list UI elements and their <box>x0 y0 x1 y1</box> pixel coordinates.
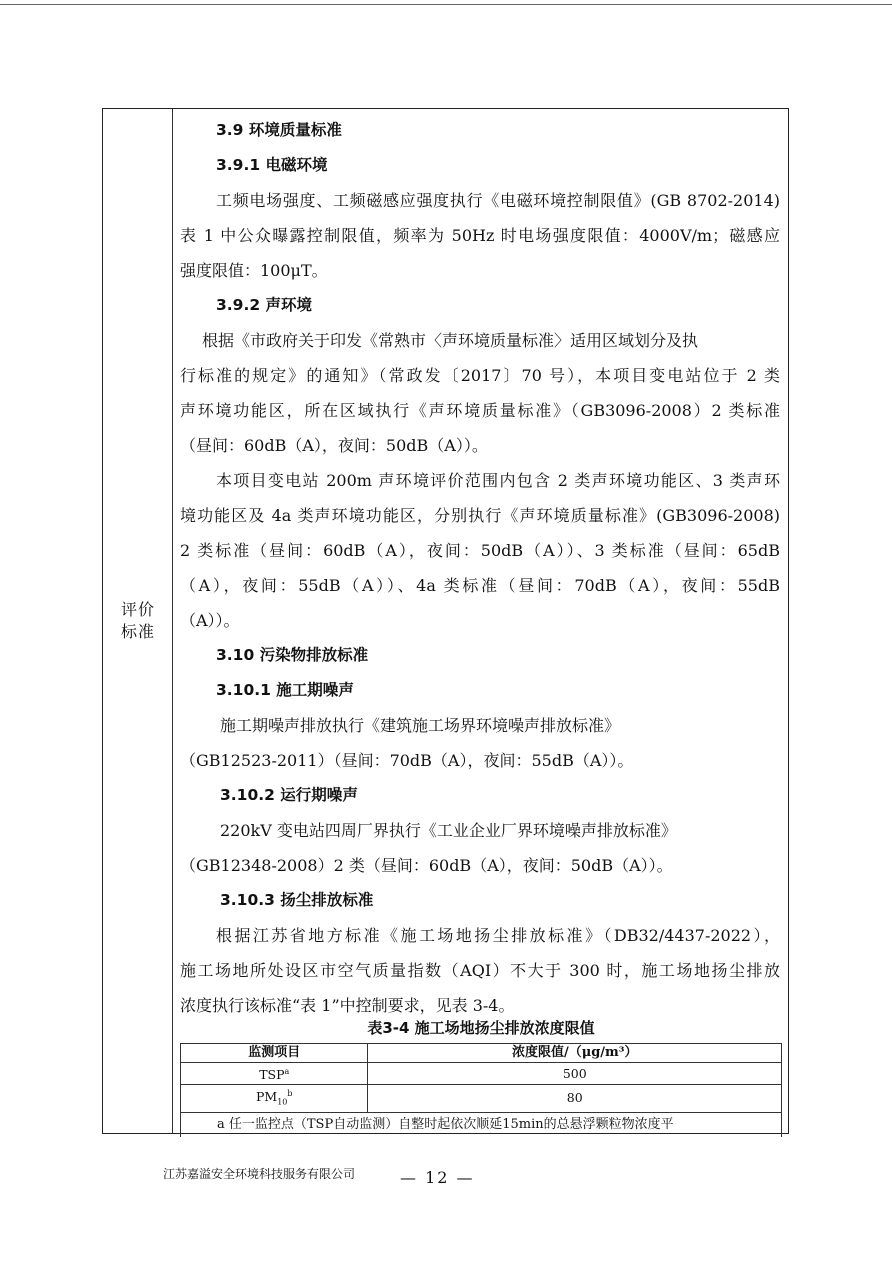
table-caption: 表3-4 施工场地扬尘排放浓度限值 <box>367 1019 595 1037</box>
item-cell: TSP$^a$ <box>181 1063 368 1085</box>
page-number: — 12 — <box>400 1168 475 1187</box>
header-limit: 浓度限值/（μg/m³） <box>368 1044 782 1063</box>
dust-limit-table <box>180 1043 782 1137</box>
paragraph-line: 施工场地所处设区市空气质量指数（AQI）不大于 300 时，施工场地扬尘排放 <box>180 961 780 980</box>
paragraph-line: 本项目变电站 200m 声环境评价范围内包含 2 类声环境功能区、3 类声环 <box>216 471 780 490</box>
table-header-row <box>181 1044 782 1063</box>
section-heading: 3.9.2 声环境 <box>216 296 313 314</box>
section-heading: 3.9.1 电磁环境 <box>216 156 328 174</box>
paragraph-line: （昼间：60dB（A），夜间：50dB（A））。 <box>180 436 488 455</box>
header-item: 监测项目 <box>181 1044 368 1063</box>
table-note-row <box>181 1112 782 1137</box>
row-label-line-2: 标准 <box>120 622 155 641</box>
paragraph-line: （GB12348-2008）2 类（昼间：60dB（A），夜间：50dB（A））。 <box>180 856 673 875</box>
value-cell: 500 <box>368 1063 782 1085</box>
paragraph-line: 强度限值：100μT。 <box>180 261 328 280</box>
table-row <box>181 1063 782 1085</box>
section-heading: 3.10.1 施工期噪声 <box>216 681 354 699</box>
paragraph-line: 行标准的规定》的通知》（常政发〔2017〕70 号），本项目变电站位于 2 类 <box>180 366 780 385</box>
table-row <box>181 1085 782 1113</box>
footer-company: 江苏嘉溢安全环境科技服务有限公司 <box>163 1167 356 1181</box>
paragraph-line: 境功能区及 4a 类声环境功能区，分别执行《声环境质量标准》(GB3096-2008) <box>180 506 780 525</box>
paragraph-line: （A），夜间：55dB（A））、4a 类标准（昼间：70dB（A），夜间：55dB <box>180 576 780 595</box>
content-column <box>174 109 788 1133</box>
section-heading: 3.9 环境质量标准 <box>216 121 342 139</box>
paragraph-line: 施工期噪声排放执行《建筑施工场界环境噪声排放标准》 <box>220 716 621 735</box>
top-border <box>0 0 892 5</box>
paragraph-line: 表 1 中公众曝露控制限值，频率为 50Hz 时电场强度限值：4000V/m；磁感应 <box>180 226 780 245</box>
row-label <box>103 599 173 643</box>
paragraph-line: 2 类标准（昼间：60dB（A），夜间：50dB（A））、3 类标准（昼间：65dB <box>180 541 780 560</box>
paragraph-line: （A））。 <box>180 611 240 630</box>
paragraph-line: （GB12523-2011）（昼间：70dB（A），夜间：55dB（A））。 <box>180 751 634 770</box>
item-cell: $PM_{10}^b$ <box>181 1085 368 1113</box>
standards-table-frame <box>102 108 789 1134</box>
paragraph-line: 根据江苏省地方标准《施工场地扬尘排放标准》（DB32/4437-2022）， <box>216 926 780 945</box>
value-cell: 80 <box>368 1085 782 1113</box>
paragraph-line: 声环境功能区，所在区域执行《声环境质量标准》（GB3096-2008）2 类标准 <box>180 401 780 420</box>
paragraph-line: 工频电场强度、工频磁感应强度执行《电磁环境控制限值》(GB 8702-2014) <box>216 191 780 210</box>
paragraph-line: 220kV 变电站四周厂界执行《工业企业厂界环境噪声排放标准》 <box>220 821 677 840</box>
paragraph-line: 浓度执行该标准“表 1”中控制要求，见表 3-4。 <box>180 996 515 1015</box>
label-column <box>103 109 173 1133</box>
table-note: a 任一监控点（TSP自动监测）自整时起依次顺延15min的总悬浮颗粒物浓度平 <box>181 1112 782 1137</box>
row-label-line-1: 评价 <box>120 600 155 619</box>
section-heading: 3.10.3 扬尘排放标准 <box>220 891 374 909</box>
section-heading: 3.10 污染物排放标准 <box>216 646 369 664</box>
paragraph-line: 根据《市政府关于印发《常熟市〈声环境质量标准〉适用区域划分及执 <box>202 331 699 350</box>
section-heading: 3.10.2 运行期噪声 <box>220 786 358 804</box>
